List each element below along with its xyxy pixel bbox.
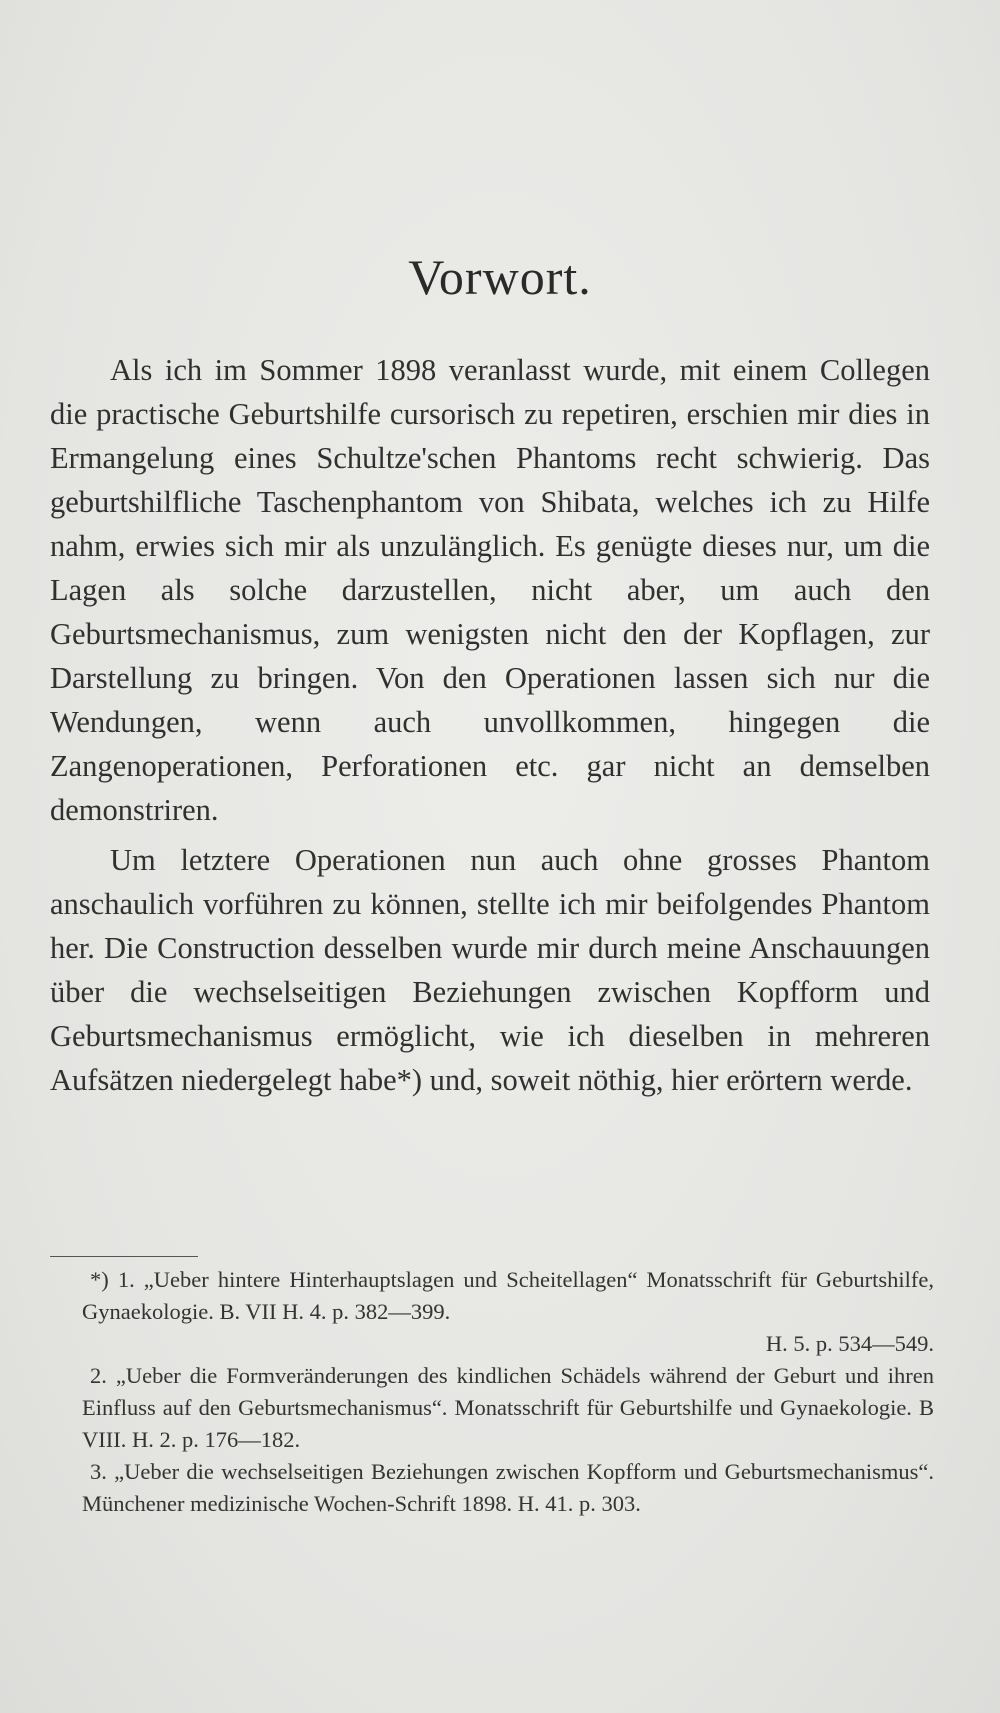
footnote-2: 2. „Ueber die Formveränderungen des kindlichen Schädels während der Geburt und ihren Einfluss auf den Geburtsmechanismus“. Monatsschrift für Geburtshilfe und Gynaekologie. B VIII. H. 2. p. 176—182. [82,1363,934,1452]
footnote-3: 3. „Ueber die wechselseitigen Beziehungen zwischen Kopfform und Geburtsmechanismus“. Münchener medizinische Wochen-Schrift 1898. H. 41. p. 303. [82,1459,934,1516]
footnote-1-text: *) 1. „Ueber hintere Hinterhauptslagen und Scheitellagen“ Monatsschrift für Geburtshilfe, Gynaekologie. B. VII H. 4. p. 382—399. [82,1267,934,1324]
paragraph-1: Als ich im Sommer 1898 veranlasst wurde, mit einem Collegen die practische Geburtshilfe cursorisch zu repetiren, erschien mir dies in Ermangelung eines Schultze'schen Phantoms recht schwierig. Das geburtshilfliche Taschenphantom von Shibata, welches ich zu Hilfe nahm, erwies sich mir als unzulänglich. Es genügte dieses nur, um die Lagen als solche darzustellen, nicht aber, um auch den Geburtsmechanismus, zum wenigsten nicht den der Kopflagen, zur Darstellung zu bringen. Von den Operationen lassen sich nur die Wendungen, wenn auch unvollkommen, hingegen die Zangenoperationen, Perforationen etc. gar nicht an demselben demonstriren. [50,353,930,827]
page-title: Vorwort. [408,249,592,305]
footnote-divider [50,1256,198,1257]
footnote-1-continuation: H. 5. p. 534—549. [765,1331,934,1356]
paragraph-2: Um letztere Operationen nun auch ohne grosses Phantom anschaulich vorführen zu können, stellte ich mir beifolgendes Phantom her. Die Construction desselben wurde mir durch meine Anschauungen über die wechselseitigen Beziehungen zwischen Kopfform und Geburtsmechanismus ermöglicht, wie ich dieselben in mehreren Aufsätzen niedergelegt habe*) und, soweit nöthig, hier erörtern werde. [50,843,930,1097]
footnotes [82,1264,934,1520]
body-text [50,348,930,1108]
footnote-1 [82,1264,934,1360]
